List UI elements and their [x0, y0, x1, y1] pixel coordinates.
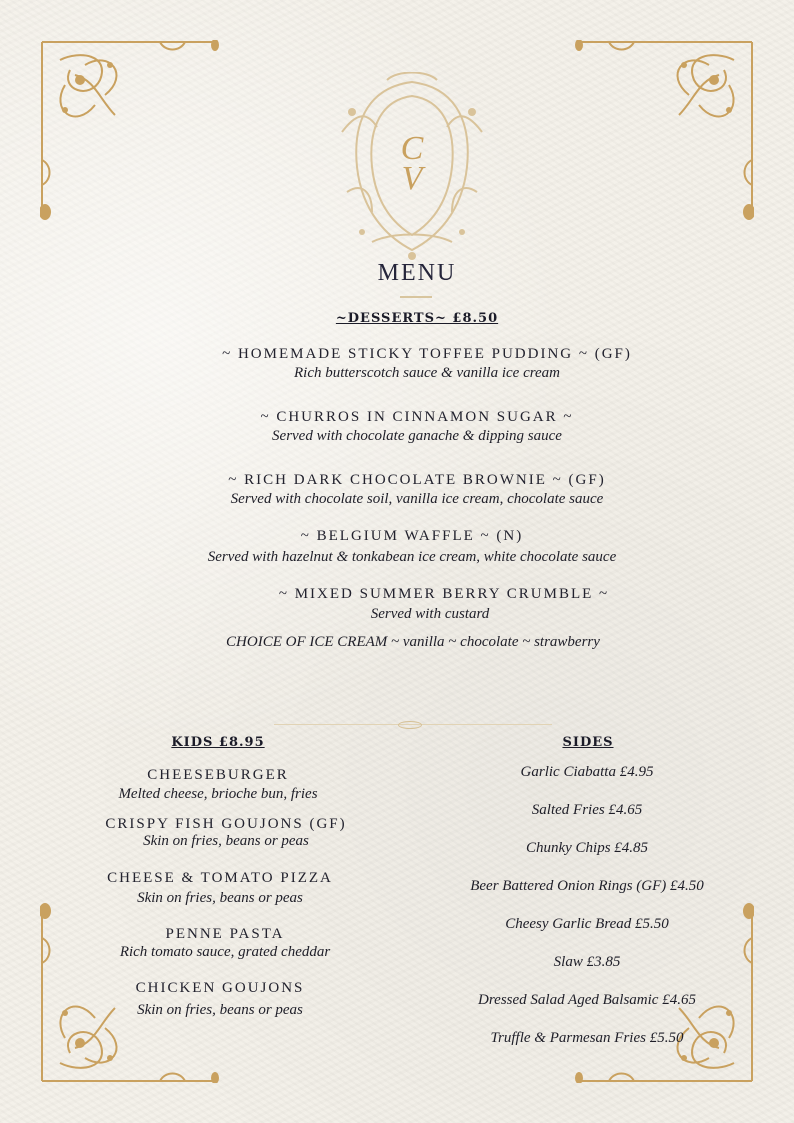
ice-cream-choice: CHOICE OF ICE CREAM ~ vanilla ~ chocolate ~ strawberry: [226, 634, 600, 650]
kids-item-desc: Skin on fries, beans or peas: [137, 890, 303, 906]
dessert-desc: Rich butterscotch sauce & vanilla ice cream: [293, 365, 561, 381]
page-title: MENU: [377, 260, 457, 286]
monogram-c: C: [400, 130, 424, 167]
side-item: Beer Battered Onion Rings (GF) £4.50: [470, 878, 704, 894]
kids-item-name: CHEESE & TOMATO PIZZA: [107, 870, 333, 886]
desserts-heading: ~DESSERTS~ £8.50: [335, 311, 499, 326]
side-item: Garlic Ciabatta £4.95: [520, 764, 654, 780]
sides-heading: SIDES: [562, 735, 614, 750]
side-item: Cheesy Garlic Bread £5.50: [505, 916, 669, 932]
dessert-name: ~ HOMEMADE STICKY TOFFEE PUDDING ~ (GF): [222, 346, 632, 362]
dessert-name: ~ BELGIUM WAFFLE ~ (N): [300, 528, 524, 544]
side-item: Salted Fries £4.65: [531, 802, 643, 818]
side-item: Slaw £3.85: [553, 954, 621, 970]
dessert-desc: Served with chocolate soil, vanilla ice cream, chocolate sauce: [230, 491, 604, 507]
dessert-desc: Served with custard: [370, 606, 490, 622]
title-divider: [400, 296, 432, 298]
side-item: Truffle & Parmesan Fries £5.50: [490, 1030, 684, 1046]
kids-item-name: CRISPY FISH GOUJONS (GF): [105, 816, 347, 832]
side-item: Chunky Chips £4.85: [525, 840, 649, 856]
kids-heading: KIDS £8.95: [171, 735, 265, 750]
dessert-desc: Served with hazelnut & tonkabean ice cream, white chocolate sauce: [207, 549, 617, 565]
crest-logo: [332, 72, 492, 262]
kids-item-desc: Skin on fries, beans or peas: [137, 1002, 303, 1018]
side-item: Dressed Salad Aged Balsamic £4.65: [478, 992, 696, 1008]
dessert-name: ~ CHURROS IN CINNAMON SUGAR ~: [260, 409, 574, 425]
dessert-name: ~ MIXED SUMMER BERRY CRUMBLE ~: [278, 586, 610, 602]
kids-item-desc: Skin on fries, beans or peas: [143, 833, 309, 849]
corner-ornament-top-left: [40, 40, 220, 220]
monogram-v: V: [401, 160, 423, 197]
kids-item-name: CHICKEN GOUJONS: [135, 980, 305, 996]
kids-item-name: PENNE PASTA: [165, 926, 285, 942]
divider-ornament: [398, 721, 422, 729]
kids-item-name: CHEESEBURGER: [147, 767, 289, 783]
kids-item-desc: Rich tomato sauce, grated cheddar: [119, 944, 331, 960]
dessert-name: ~ RICH DARK CHOCOLATE BROWNIE ~ (GF): [228, 472, 606, 488]
kids-item-desc: Melted cheese, brioche bun, fries: [118, 786, 318, 802]
corner-ornament-top-right: [574, 40, 754, 220]
dessert-desc: Served with chocolate ganache & dipping sauce: [272, 428, 562, 444]
